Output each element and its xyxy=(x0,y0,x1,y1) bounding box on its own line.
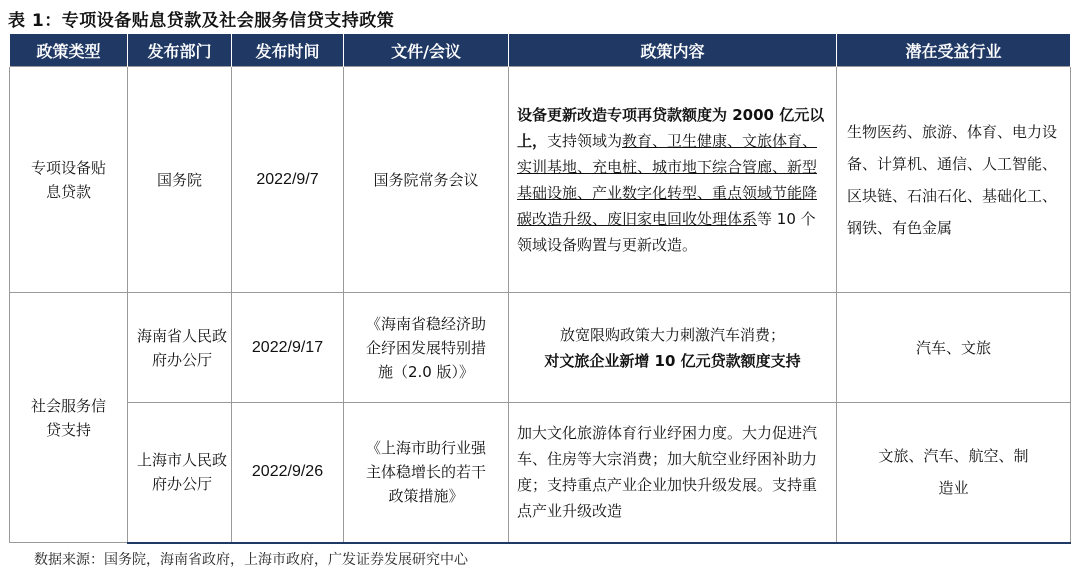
source-note: 数据来源：国务院，海南省政府，上海市政府，广发证券发展研究中心 xyxy=(34,552,468,568)
header-department: 发布部门 xyxy=(128,34,232,67)
cell-department: 上海市人民政府办公厅 xyxy=(128,403,232,543)
cell-department: 国务院 xyxy=(128,67,232,293)
cell-date: 2022/9/7 xyxy=(232,67,344,293)
content-bold-text: 设备更新改造专项再贷款额度为 2000 亿元以上， xyxy=(517,105,825,150)
cell-industries: 文旅、汽车、航空、制造业 xyxy=(837,403,1071,543)
table-title: 表 1：专项设备贴息贷款及社会服务信贷支持政策 xyxy=(8,11,395,31)
cell-content xyxy=(509,293,837,403)
table-header-row xyxy=(10,34,1071,67)
cell-content xyxy=(509,67,837,293)
cell-document: 《海南省稳经济助企纾困发展特别措施（2.0 版）》 xyxy=(344,293,509,403)
content-text: 等 10 个领域设备购置与更新改造。 xyxy=(517,209,816,254)
header-document: 文件/会议 xyxy=(344,34,509,67)
cell-policy-type: 专项设备贴息贷款 xyxy=(10,67,128,293)
header-content: 政策内容 xyxy=(509,34,837,67)
cell-industries: 生物医药、旅游、体育、电力设备、计算机、通信、人工智能、区块链、石油石化、基础化工、钢铁、有色金属 xyxy=(837,67,1071,293)
cell-policy-type: 社会服务信贷支持 xyxy=(10,293,128,543)
cell-date: 2022/9/17 xyxy=(232,293,344,403)
cell-document: 《上海市助行业强主体稳增长的若干政策措施》 xyxy=(344,403,509,543)
cell-content: 加大文化旅游体育行业纾困力度。大力促进汽车、住房等大宗消费；加大航空业纾困补助力度；支持重点产业企业加快升级发展。支持重点产业升级改造 xyxy=(509,403,837,543)
header-industries: 潜在受益行业 xyxy=(837,34,1071,67)
policy-table xyxy=(9,34,1071,544)
table-row xyxy=(10,403,1071,543)
content-line: 放宽限购政策大力刺激汽车消费； xyxy=(559,325,785,344)
content-bold-line: 对文旅企业新增 10 亿元贷款额度支持 xyxy=(544,351,801,370)
content-underlined-text: 教育、卫生健康、文旅体育、实训基地、充电桩、城市地下综合管廊、新型基础设施、产业数字化转型、重点领域节能降碳改造升级、废旧家电回收处理体系 xyxy=(517,131,818,228)
cell-department: 海南省人民政府办公厅 xyxy=(128,293,232,403)
header-date: 发布时间 xyxy=(232,34,344,67)
content-text: 支持领域为 xyxy=(547,131,623,150)
table-row xyxy=(10,293,1071,403)
cell-date: 2022/9/26 xyxy=(232,403,344,543)
header-policy-type: 政策类型 xyxy=(10,34,128,67)
cell-industries: 汽车、文旅 xyxy=(837,293,1071,403)
cell-document: 国务院常务会议 xyxy=(344,67,509,293)
table-row xyxy=(10,67,1071,293)
